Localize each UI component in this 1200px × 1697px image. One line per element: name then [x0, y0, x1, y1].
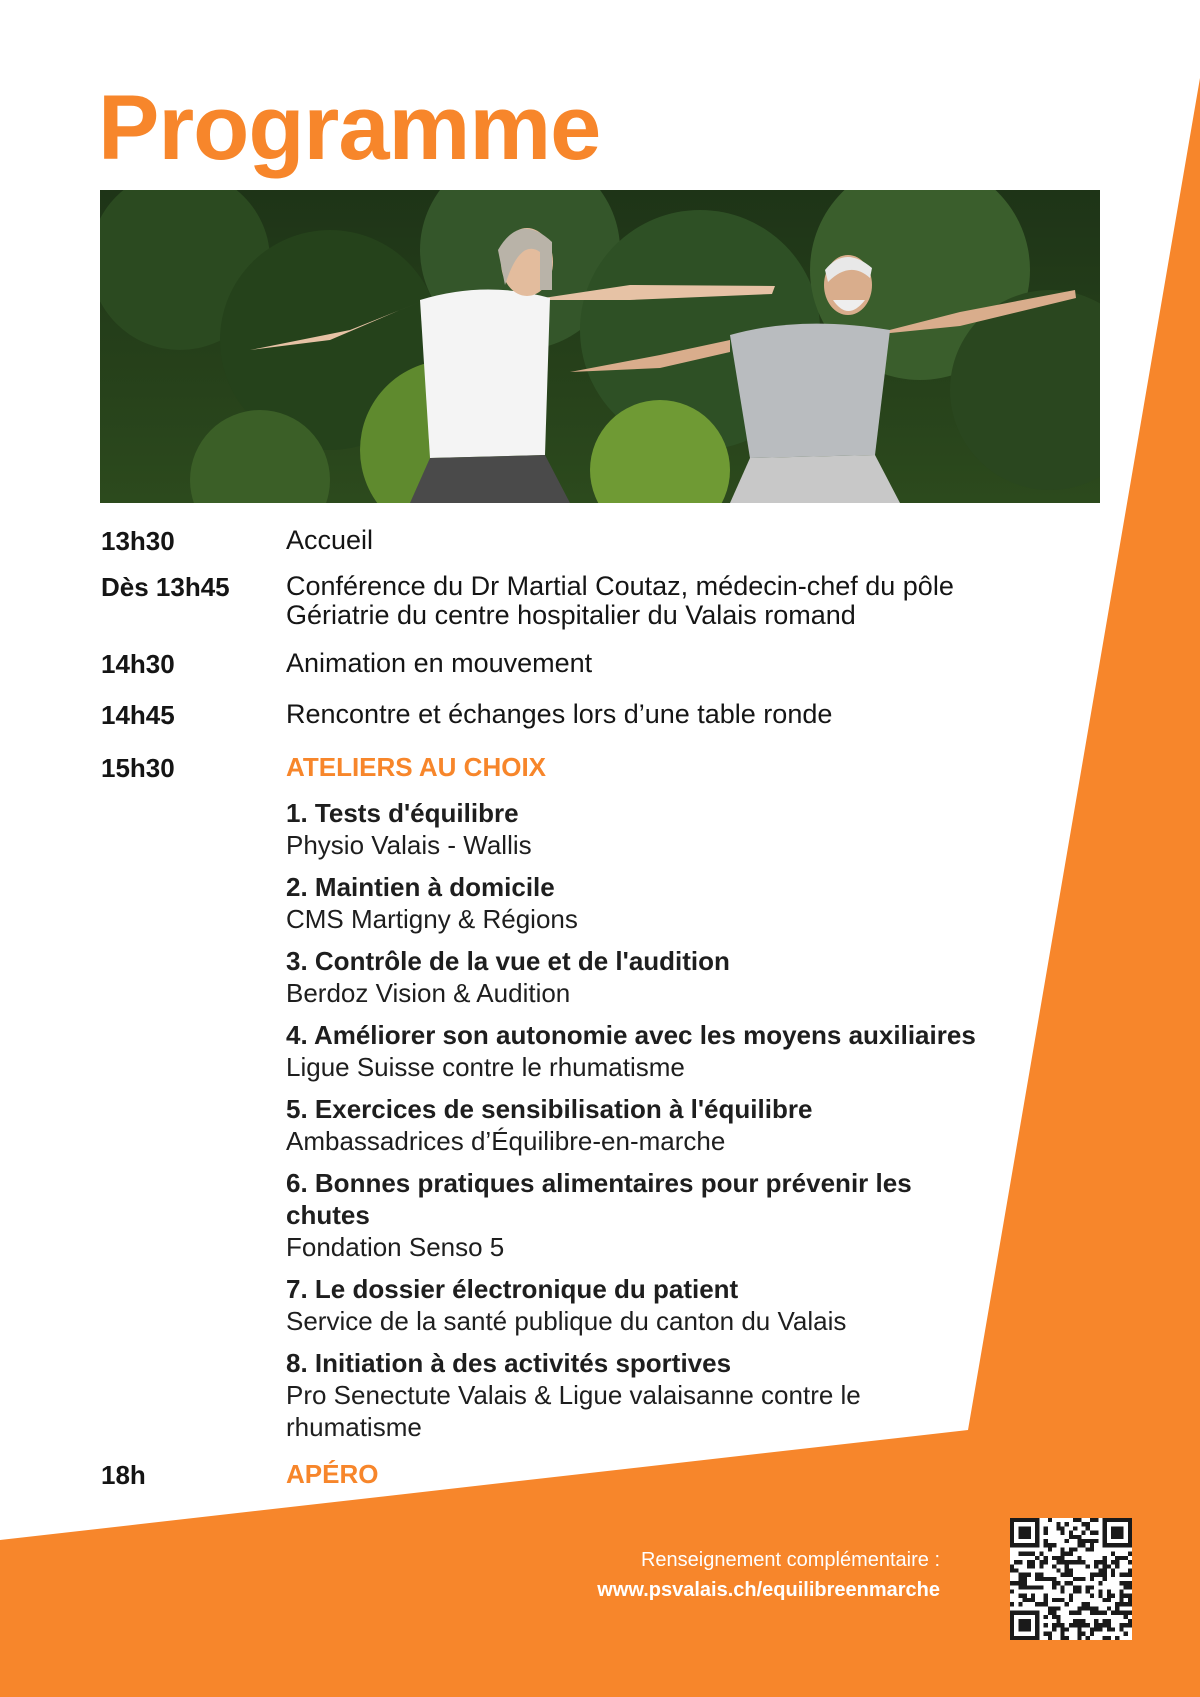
workshop-item — [286, 945, 1046, 1009]
workshop-list — [286, 797, 1046, 1453]
workshop-organizer: Ambassadrices d’Équilibre-en-marche — [286, 1126, 726, 1156]
workshop-item — [286, 1019, 1046, 1083]
workshop-title: 3. Contrôle de la vue et de l'audition — [286, 946, 730, 976]
schedule-text: Animation en mouvement — [286, 648, 593, 678]
workshop-title: 5. Exercices de sensibilisation à l'équilibre — [286, 1094, 813, 1124]
workshop-item — [286, 1347, 966, 1443]
workshop-organizer: CMS Martigny & Régions — [286, 904, 578, 934]
workshop-item — [286, 871, 1046, 935]
schedule-time: 14h30 — [101, 649, 175, 679]
workshop-item — [286, 797, 1046, 861]
workshop-organizer: Physio Valais - Wallis — [286, 830, 532, 860]
schedule-time: Dès 13h45 — [101, 572, 230, 602]
workshop-title: 8. Initiation à des activités sportives — [286, 1348, 732, 1378]
hero-image — [100, 190, 1100, 503]
workshop-title: 2. Maintien à domicile — [286, 872, 555, 902]
schedule-text: Accueil — [286, 525, 374, 555]
footer-url-link[interactable]: www.psvalais.ch/equilibreenmarche — [597, 1579, 940, 1601]
workshop-title: 4. Améliorer son autonomie avec les moyens auxiliaires — [286, 1020, 976, 1050]
workshop-organizer: Berdoz Vision & Audition — [286, 978, 571, 1008]
workshop-organizer: Pro Senectute Valais & Ligue valaisanne contre le rhumatisme — [286, 1380, 861, 1442]
workshop-organizer: Fondation Senso 5 — [286, 1232, 505, 1262]
apero-label: APÉRO — [286, 1459, 379, 1489]
qr-code-icon[interactable] — [1010, 1518, 1132, 1640]
workshop-title: 6. Bonnes pratiques alimentaires pour prévenir les chutes — [286, 1168, 912, 1230]
page-title: Programme — [98, 77, 601, 179]
workshop-organizer: Ligue Suisse contre le rhumatisme — [286, 1052, 685, 1082]
schedule-text: Conférence du Dr Martial Coutaz, médecin-chef du pôle Gériatrie du centre hospitalier du Valais romand — [286, 571, 954, 630]
workshop-item — [286, 1273, 1046, 1337]
workshop-title: 1. Tests d'équilibre — [286, 798, 519, 828]
schedule-time: 15h30 — [101, 753, 175, 783]
workshop-item — [286, 1167, 976, 1263]
footer-label: Renseignement complémentaire : — [640, 1549, 940, 1571]
workshops-heading: ATELIERS AU CHOIX — [286, 752, 547, 782]
schedule-time: 13h30 — [101, 526, 175, 556]
workshop-title: 7. Le dossier électronique du patient — [286, 1274, 739, 1304]
workshop-item — [286, 1093, 1046, 1157]
schedule-time: 14h45 — [101, 700, 175, 730]
workshop-organizer: Service de la santé publique du canton du Valais — [286, 1306, 847, 1336]
schedule-time: 18h — [101, 1460, 146, 1490]
footer-info — [597, 1545, 940, 1605]
schedule-text: Rencontre et échanges lors d’une table ronde — [286, 699, 833, 729]
